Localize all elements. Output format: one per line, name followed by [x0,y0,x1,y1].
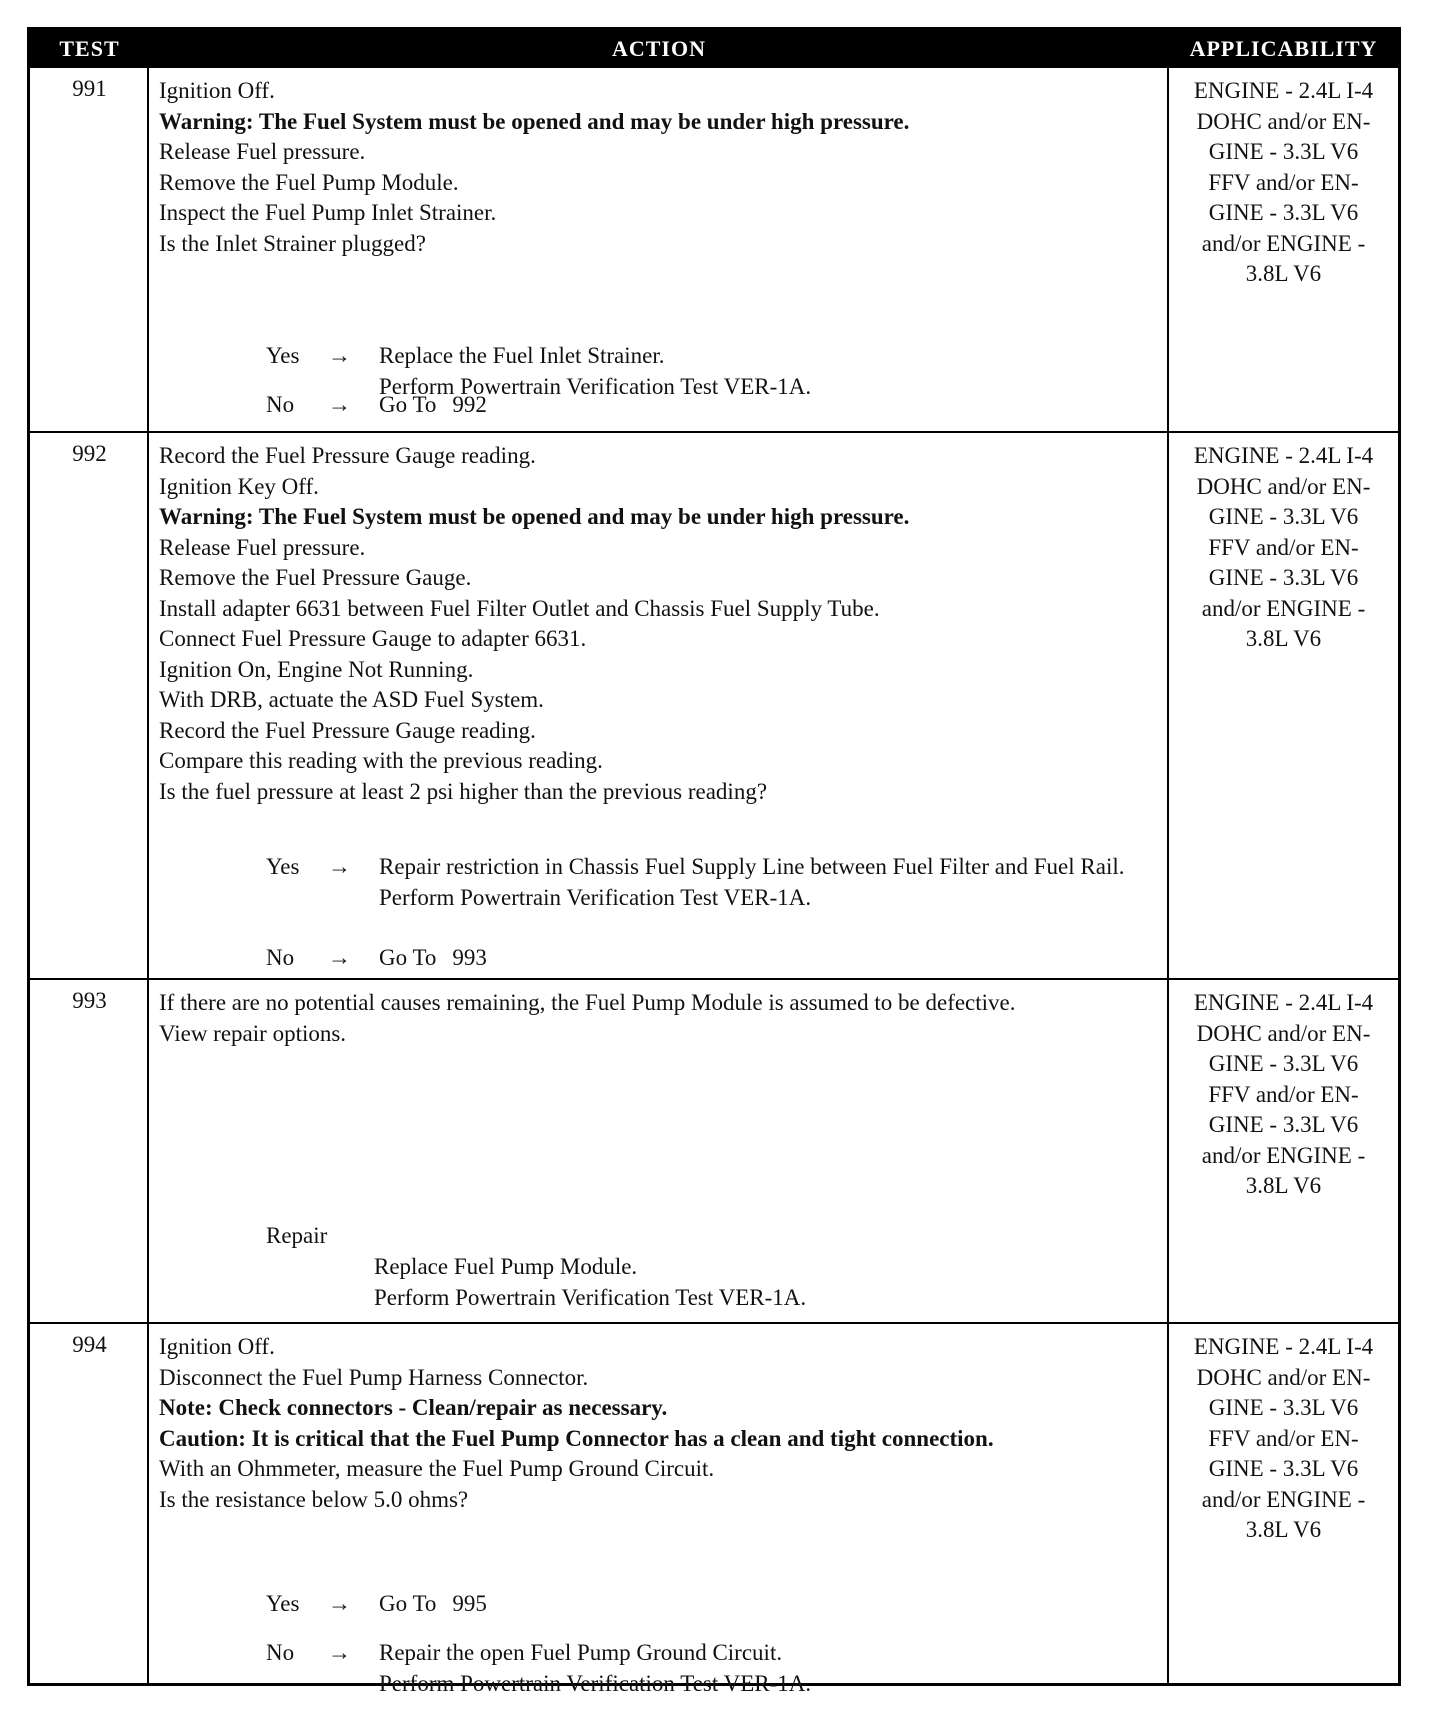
repair-label: Repair [266,1223,328,1248]
goto-text: Go To [379,945,437,970]
applicability-line: DOHC and/or EN- [1196,1364,1371,1390]
applicability-cell [1169,1332,1398,1546]
action-cell [159,76,1163,259]
caution-line: Caution: It is critical that the Fuel Pump Connector has a clean and tight connection. [159,1425,994,1451]
result-line: Replace the Fuel Inlet Strainer. [379,343,665,368]
applicability-line: FFV and/or EN- [1208,1425,1359,1451]
applicability-line: DOHC and/or EN- [1196,1020,1371,1046]
header-applicability: APPLICABILITY [1189,36,1378,61]
applicability-line: ENGINE - 2.4L I-4 [1193,990,1374,1015]
goto-text: Go To [379,392,437,417]
table-row-992 [30,433,1398,980]
applicability-line: 3.8L V6 [1245,1173,1322,1198]
action-line: Install adapter 6631 between Fuel Filter Outlet and Chassis Fuel Supply Tube. [159,595,880,621]
right-arrow-icon: → [328,854,351,879]
action-line: If there are no potential causes remaining, the Fuel Pump Module is assumed to be defective. [159,990,1016,1015]
test-number: 993 [72,988,107,1013]
applicability-line: DOHC and/or EN- [1196,108,1371,134]
action-line: With DRB, actuate the ASD Fuel System. [159,687,544,712]
warning-line: Warning: The Fuel System must be opened and may be under high pressure. [159,108,910,134]
no-label: No [266,1640,295,1665]
applicability-line: GINE - 3.3L V6 [1208,565,1359,590]
warning-line: Warning: The Fuel System must be opened and may be under high pressure. [159,504,910,529]
test-number: 991 [72,76,107,101]
table-row-993 [30,980,1398,1324]
right-arrow-icon: → [328,1640,351,1665]
action-line: Release Fuel pressure. [159,534,366,560]
applicability-line: GINE - 3.3L V6 [1208,1112,1359,1137]
applicability-line: GINE - 3.3L V6 [1208,504,1359,529]
action-line: Release Fuel pressure. [159,139,366,164]
applicability-line: GINE - 3.3L V6 [1208,1051,1359,1076]
result-line: Perform Powertrain Verification Test VER-1A. [379,1670,812,1696]
applicability-line: FFV and/or EN- [1208,534,1359,560]
applicability-line: ENGINE - 2.4L I-4 [1193,78,1374,103]
action-line: Ignition Key Off. [159,473,319,499]
result-line: Repair restriction in Chassis Fuel Supply Line between Fuel Filter and Fuel Rail. [379,854,1125,879]
action-cell [159,988,1163,1049]
right-arrow-icon: → [328,392,351,417]
action-line: Remove the Fuel Pressure Gauge. [159,565,472,590]
question-line: Is the Inlet Strainer plugged? [159,230,426,256]
table-header [30,30,1398,68]
result-line: Perform Powertrain Verification Test VER-1A. [379,884,812,910]
header-action: ACTION [611,36,706,61]
applicability-line: and/or ENGINE - [1201,230,1366,256]
action-line: Ignition Off. [159,1334,275,1359]
action-line: Disconnect the Fuel Pump Harness Connector. [159,1364,589,1390]
applicability-line: FFV and/or EN- [1208,1081,1359,1107]
action-line: View repair options. [159,1020,347,1046]
applicability-line: and/or ENGINE - [1201,1486,1366,1512]
yes-label: Yes [266,343,300,368]
applicability-line: ENGINE - 2.4L I-4 [1193,1334,1374,1359]
action-line: Connect Fuel Pressure Gauge to adapter 6631. [159,626,587,651]
applicability-line: FFV and/or EN- [1208,169,1359,195]
applicability-cell [1169,76,1398,290]
action-line: Ignition Off. [159,78,275,103]
table-row-991 [30,68,1398,433]
action-line: Record the Fuel Pressure Gauge reading. [159,443,536,468]
right-arrow-icon: → [328,343,351,368]
table-row-994 [30,1324,1398,1696]
diagnostic-table [27,27,1401,1696]
question-line: Is the resistance below 5.0 ohms? [159,1486,469,1512]
action-cell [159,441,1163,807]
action-line: Record the Fuel Pressure Gauge reading. [159,717,536,743]
applicability-cell [1169,988,1398,1202]
applicability-line: GINE - 3.3L V6 [1208,139,1359,164]
no-label: No [266,945,295,970]
result-line: Perform Powertrain Verification Test VER-1A. [379,373,812,399]
header-test: TEST [59,36,120,61]
applicability-line: ENGINE - 2.4L I-4 [1193,443,1374,468]
applicability-line: and/or ENGINE - [1201,1142,1366,1168]
question-line: Is the fuel pressure at least 2 psi higher than the previous reading? [159,778,768,804]
goto-text: Go To [379,1591,437,1616]
applicability-line: 3.8L V6 [1245,626,1322,651]
applicability-line: 3.8L V6 [1245,1517,1322,1542]
repair-options [374,1252,806,1313]
applicability-line: and/or ENGINE - [1201,595,1366,621]
goto-test-link[interactable]: 992 [452,392,487,417]
goto-test-link[interactable]: 993 [452,945,487,970]
action-line: Inspect the Fuel Pump Inlet Strainer. [159,200,497,225]
right-arrow-icon: → [328,1591,351,1616]
action-line: With an Ohmmeter, measure the Fuel Pump Ground Circuit. [159,1456,715,1481]
applicability-cell [1169,441,1398,655]
yes-label: Yes [266,1591,300,1616]
result-line: Perform Powertrain Verification Test VER-1A. [374,1284,807,1310]
result-line: Replace Fuel Pump Module. [374,1254,638,1279]
test-number: 994 [72,1332,107,1357]
applicability-line: 3.8L V6 [1245,261,1322,286]
applicability-line: GINE - 3.3L V6 [1208,1395,1359,1420]
applicability-line: GINE - 3.3L V6 [1208,200,1359,225]
action-line: Ignition On, Engine Not Running. [159,656,474,682]
right-arrow-icon: → [328,945,351,970]
action-line: Compare this reading with the previous reading. [159,748,603,773]
no-label: No [266,392,295,417]
yes-label: Yes [266,854,300,879]
applicability-line: DOHC and/or EN- [1196,473,1371,499]
note-line: Note: Check connectors - Clean/repair as necessary. [159,1395,668,1420]
action-line: Remove the Fuel Pump Module. [159,169,459,195]
action-cell [159,1332,1163,1515]
test-number: 992 [72,441,107,466]
applicability-line: GINE - 3.3L V6 [1208,1456,1359,1481]
result-line: Repair the open Fuel Pump Ground Circuit. [379,1640,783,1665]
goto-test-link[interactable]: 995 [452,1591,487,1616]
